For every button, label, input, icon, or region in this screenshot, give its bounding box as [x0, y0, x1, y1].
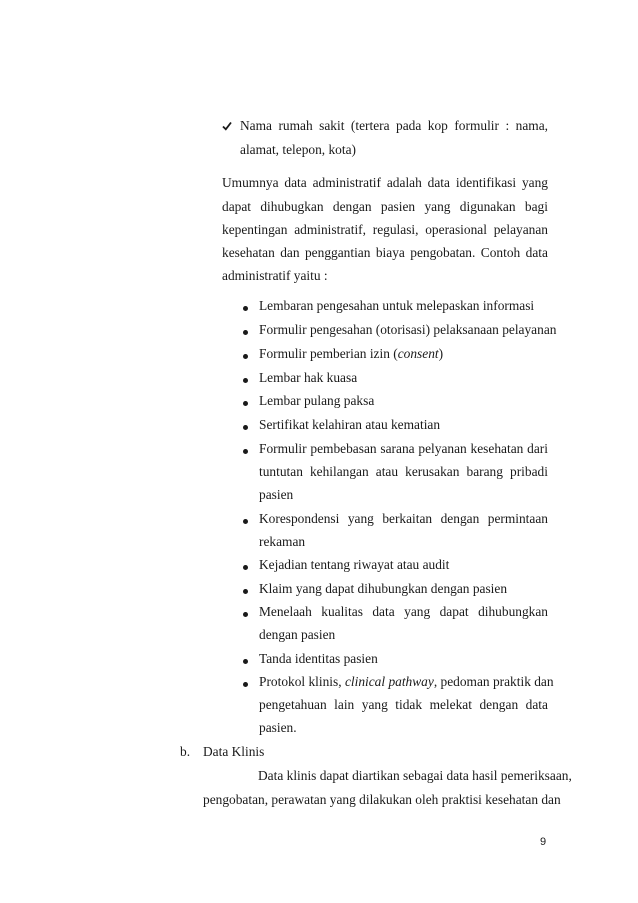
- word: adalah: [386, 175, 422, 190]
- list-item-line-1: [259, 441, 548, 457]
- word: pelyanan: [418, 441, 467, 456]
- word: permintaan: [487, 511, 548, 526]
- checkmark-icon: [222, 121, 232, 131]
- word: Formulir: [259, 441, 307, 456]
- word: dari: [527, 441, 548, 456]
- list-item: Sertifikat kelahiran atau kematian: [259, 417, 441, 432]
- word: pada: [396, 118, 422, 133]
- word: Umumnya: [222, 175, 279, 190]
- bullet-icon: [243, 589, 248, 594]
- word: regulasi,: [372, 222, 419, 237]
- list-item: Kejadian tentang riwayat atau audit: [259, 557, 450, 572]
- list-item-line-2: rekaman: [259, 534, 306, 549]
- page-number: 9: [540, 836, 547, 848]
- word: data: [284, 175, 307, 190]
- list-item: Lembar hak kuasa: [259, 370, 358, 385]
- word: rumah: [278, 118, 313, 133]
- bullet-icon: [243, 378, 248, 383]
- word: dengan: [440, 511, 480, 526]
- word: dengan: [332, 199, 372, 214]
- word: dengan: [479, 697, 519, 712]
- word: penggantian: [304, 245, 371, 260]
- word: berkaitan: [382, 511, 433, 526]
- list-item-line-2: dengan pasien: [259, 627, 336, 642]
- word: melekat: [429, 697, 472, 712]
- bullet-icon: [243, 306, 248, 311]
- word: kerusakan: [405, 464, 460, 479]
- word: dihubugkan: [260, 199, 324, 214]
- word: data: [427, 175, 450, 190]
- list-item: Formulir pengesahan (otorisasi) pelaksanaan pelayanan: [259, 322, 557, 337]
- word: operasional: [425, 222, 487, 237]
- list-item: Tanda identitas pasien: [259, 651, 378, 666]
- word: formulir: [454, 118, 499, 133]
- list-item: Lembaran pengesahan untuk melepaskan informasi: [259, 298, 535, 313]
- bullet-icon: [243, 354, 248, 359]
- word: pribadi: [510, 464, 548, 479]
- word: kehilangan: [309, 464, 369, 479]
- word: Korespondensi: [259, 511, 340, 526]
- word: sakit: [319, 118, 345, 133]
- word: yang: [404, 604, 431, 619]
- word: kesehatan: [470, 441, 524, 456]
- list-item: Klaim yang dapat dihubungkan dengan pasien: [259, 581, 508, 596]
- word: atau: [375, 464, 399, 479]
- paragraph-line-4: [222, 245, 548, 261]
- list-item: Formulir pemberian izin (consent): [259, 346, 444, 361]
- section-heading: Data Klinis: [203, 744, 265, 759]
- bullet-icon: [243, 682, 248, 687]
- word: tuntutan: [259, 464, 303, 479]
- word: tidak: [395, 697, 423, 712]
- paragraph-line-2: [222, 199, 548, 215]
- bullet-icon: [243, 425, 248, 430]
- section-body-line-2: pengobatan, perawatan yang dilakukan oleh praktisi kesehatan dan: [203, 792, 561, 807]
- word: Menelaah: [259, 604, 312, 619]
- word: yang: [347, 511, 374, 526]
- bullet-icon: [243, 565, 248, 570]
- word: dapat: [222, 199, 251, 214]
- word: (tertera: [350, 118, 390, 133]
- bullet-icon: [243, 612, 248, 617]
- list-item-line-3: pasien.: [259, 720, 297, 735]
- list-item: Lembar pulang paksa: [259, 393, 375, 408]
- word: pengobatan.: [410, 245, 476, 260]
- word: yang: [424, 199, 451, 214]
- word: data: [525, 245, 548, 260]
- section-body-line-1: Data klinis dapat diartikan sebagai data hasil pemeriksaan,: [258, 768, 572, 783]
- word: pasien: [380, 199, 416, 214]
- word: :: [505, 118, 510, 133]
- word: kop: [427, 118, 448, 133]
- bullet-icon: [243, 401, 248, 406]
- word: administratif,: [294, 222, 366, 237]
- check-item-line-2: alamat, telepon, kota): [240, 142, 357, 157]
- word: Nama: [240, 118, 272, 133]
- word: Contoh: [480, 245, 521, 260]
- word: kepentingan: [222, 222, 288, 237]
- word: yang: [361, 697, 388, 712]
- word: yang: [521, 175, 548, 190]
- bullet-icon: [243, 330, 248, 335]
- list-item-line-2: [259, 464, 548, 480]
- paragraph-line-5: administratif yaitu :: [222, 268, 328, 283]
- word: biaya: [375, 245, 405, 260]
- word: data: [372, 604, 395, 619]
- word: lain: [334, 697, 355, 712]
- word: identifikasi: [455, 175, 517, 190]
- list-item-line-1: Protokol klinis, clinical pathway, pedoman praktik dan: [259, 674, 554, 689]
- bullet-icon: [243, 519, 248, 524]
- word: nama,: [515, 118, 548, 133]
- word: barang: [466, 464, 503, 479]
- word: dapat: [439, 604, 469, 619]
- list-item-line-1: [259, 604, 548, 620]
- word: administratif: [312, 175, 381, 190]
- word: kesehatan: [222, 245, 275, 260]
- section-marker: b.: [180, 744, 191, 759]
- word: pembebasan: [310, 441, 377, 456]
- paragraph-line-3: [222, 222, 548, 238]
- word: sarana: [380, 441, 415, 456]
- word: dihubungkan: [478, 604, 548, 619]
- word: data: [525, 697, 548, 712]
- list-item-line-2: [259, 697, 548, 713]
- word: pengetahuan: [259, 697, 327, 712]
- word: pelayanan: [493, 222, 548, 237]
- bullet-icon: [243, 449, 248, 454]
- check-item-line-1: [240, 118, 548, 134]
- word: dan: [280, 245, 300, 260]
- paragraph-line-1: [222, 175, 548, 191]
- word: bagi: [524, 199, 548, 214]
- word: digunakan: [459, 199, 516, 214]
- list-item-line-1: [259, 511, 548, 527]
- word: kualitas: [321, 604, 363, 619]
- list-item-line-3: pasien: [259, 487, 294, 502]
- bullet-icon: [243, 659, 248, 664]
